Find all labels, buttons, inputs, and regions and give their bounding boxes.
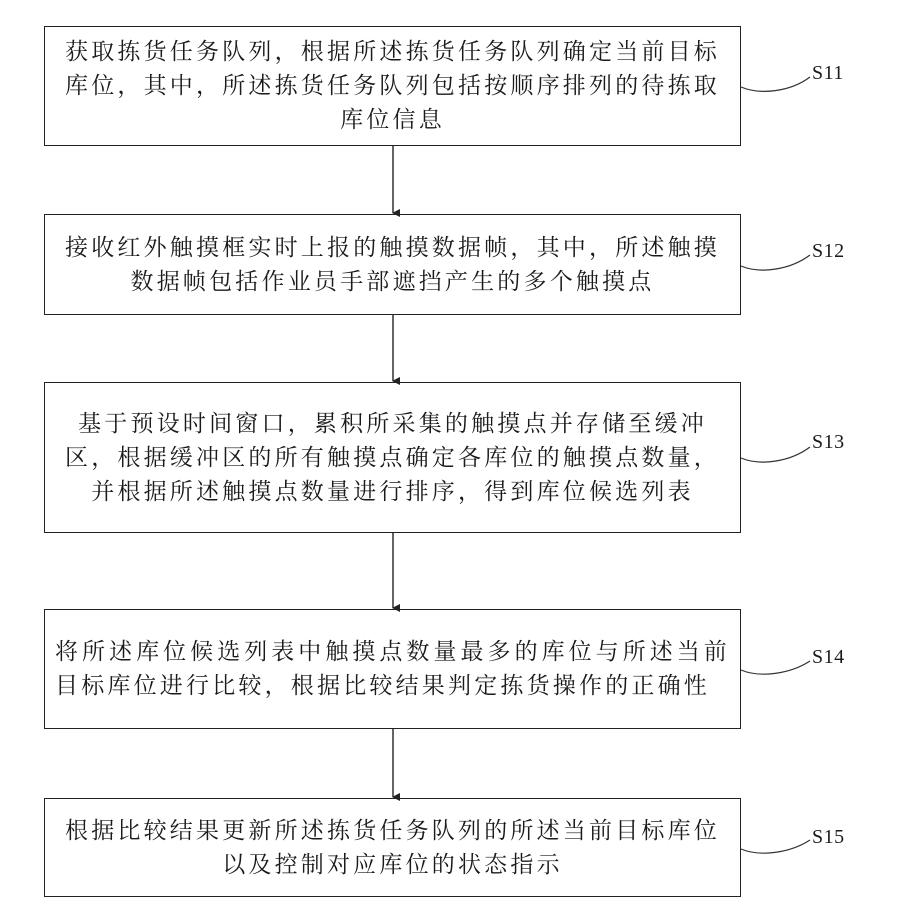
step-text-s14: 将所述库位候选列表中触摸点数量最多的库位与所述当前目标库位进行比较，根据比较结果判定拣货操作的正确性 [55, 639, 730, 699]
step-label-s12: S12 [812, 240, 845, 262]
leader-s12 [741, 255, 810, 270]
leader-s15 [741, 840, 810, 853]
step-label-s11: S11 [812, 62, 844, 84]
step-box-s15 [44, 798, 741, 897]
step-text-s11: 获取拣货任务队列，根据所述拣货任务队列确定当前目标库位，其中，所述拣货任务队列包括按顺序排列的待拣取库位信息 [65, 39, 720, 133]
step-label-s14: S14 [812, 646, 845, 668]
step-box-s11 [44, 26, 741, 146]
leader-s14 [741, 661, 810, 674]
step-label-s13: S13 [812, 431, 845, 453]
step-box-s13 [44, 382, 741, 533]
step-box-s14 [44, 609, 741, 729]
step-text-s13: 基于预设时间窗口，累积所采集的触摸点并存储至缓冲区，根据缓冲区的所有触摸点确定各库位的触摸点数量，并根据所述触摸点数量进行排序，得到库位候选列表 [65, 410, 720, 505]
leader-s11 [741, 77, 810, 91]
label-leaders [741, 77, 810, 853]
step-box-s12 [44, 214, 741, 315]
step-label-s15: S15 [812, 826, 845, 848]
step-text-s12: 接收红外触摸框实时上报的触摸数据帧，其中，所述触摸数据帧包括作业员手部遮挡产生的多个触摸点 [65, 234, 720, 295]
leader-s13 [741, 447, 810, 462]
step-text-s15: 根据比较结果更新所述拣货任务队列的所述当前目标库位以及控制对应库位的状态指示 [65, 817, 720, 878]
